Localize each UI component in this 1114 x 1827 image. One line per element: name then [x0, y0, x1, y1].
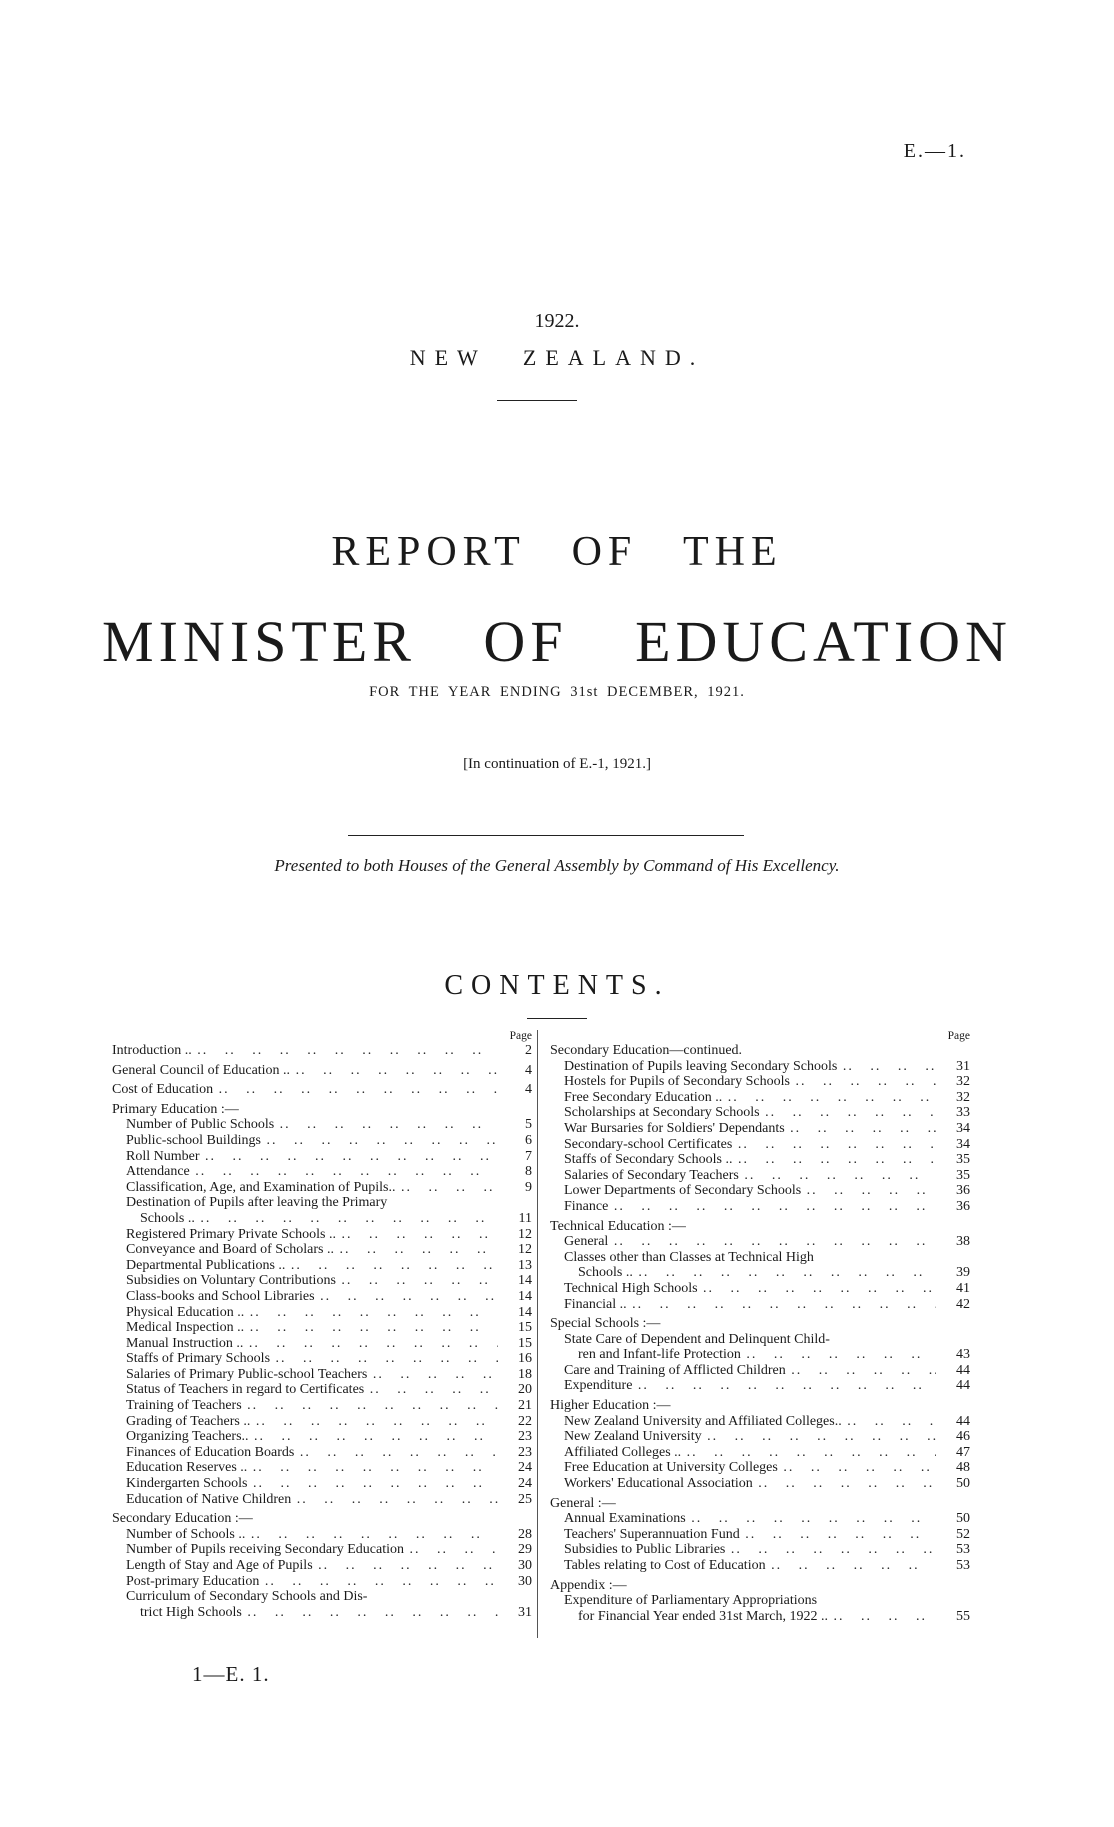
toc-page-number: 15 — [518, 1320, 532, 1336]
toc-entry — [112, 1476, 532, 1492]
toc-entry-title: Finance .. — [550, 1199, 936, 1215]
toc-page-number: 52 — [956, 1526, 970, 1542]
toc-page-number: 12 — [518, 1226, 532, 1242]
toc-entry — [112, 1242, 532, 1258]
toc-page-number: 47 — [956, 1444, 970, 1460]
contents-divider — [527, 1018, 587, 1019]
toc-entry — [550, 1558, 970, 1574]
toc-page-number: 5 — [525, 1117, 532, 1133]
toc-page-number: 38 — [956, 1234, 970, 1250]
toc-page-number: 43 — [956, 1347, 970, 1363]
toc-entry-title: Kindergarten Schools .. — [112, 1476, 498, 1492]
toc-page-number: 33 — [956, 1105, 970, 1121]
document-code: E.—1. — [903, 140, 966, 162]
toc-page-number: 48 — [956, 1460, 970, 1476]
toc-page-number: 14 — [518, 1273, 532, 1289]
toc-entry — [112, 1445, 532, 1461]
toc-entry-title: Care and Training of Afflicted Children .. — [550, 1363, 936, 1379]
toc-page-number: 7 — [525, 1148, 532, 1164]
toc-page-number: 50 — [956, 1476, 970, 1492]
toc-entry-title: Finances of Education Boards .. — [112, 1445, 498, 1461]
toc-entry-title: Schools .. .. — [112, 1211, 498, 1227]
toc-entry — [550, 1090, 970, 1106]
toc-entry — [112, 1511, 532, 1527]
toc-entry-title: Classes other than Classes at Technical High — [564, 1249, 814, 1265]
toc-entry — [550, 1168, 970, 1184]
toc-entry — [550, 1234, 970, 1250]
toc-entry-title: Destination of Pupils leaving Secondary Schools .. — [550, 1059, 936, 1075]
toc-page-number: 41 — [956, 1280, 970, 1296]
toc-page-number: 16 — [518, 1351, 532, 1367]
toc-entry — [550, 1527, 970, 1543]
toc-entry-title: Number of Schools .. .. — [112, 1527, 498, 1543]
toc-page-number: 4 — [525, 1082, 532, 1098]
toc-entry — [112, 1351, 532, 1367]
toc-entry — [550, 1219, 970, 1235]
toc-entry — [112, 1082, 532, 1098]
toc-entry — [550, 1043, 970, 1059]
toc-entry — [550, 1199, 970, 1215]
toc-page-number: 50 — [956, 1511, 970, 1527]
toc-entry — [550, 1398, 970, 1414]
toc-entry — [550, 1265, 970, 1281]
toc-entry-title: Number of Public Schools .. — [112, 1117, 498, 1133]
toc-entry-title: Departmental Publications .. .. — [112, 1258, 498, 1274]
toc-entry-title: State Care of Dependent and Delinquent Child- — [564, 1331, 830, 1347]
toc-entry — [550, 1281, 970, 1297]
toc-entry — [550, 1316, 970, 1332]
toc-entry — [550, 1496, 970, 1512]
toc-page-number: 55 — [956, 1608, 970, 1624]
toc-page-number: 8 — [525, 1164, 532, 1180]
toc-entry-title: Special Schools :— — [550, 1316, 661, 1332]
toc-entry — [550, 1511, 970, 1527]
toc-entry-title: Grading of Teachers .. .. — [112, 1414, 498, 1430]
toc-page-number: 14 — [518, 1304, 532, 1320]
toc-entry-title: Salaries of Secondary Teachers .. — [550, 1168, 936, 1184]
toc-page-number: 44 — [956, 1413, 970, 1429]
toc-entry-title: Education Reserves .. .. — [112, 1460, 498, 1476]
toc-entry-title: Primary Education :— — [112, 1101, 239, 1117]
toc-entry-title: Free Education at University Colleges .. — [550, 1460, 936, 1476]
toc-page-number: 30 — [518, 1558, 532, 1573]
toc-page-number: 53 — [956, 1558, 970, 1573]
toc-entry-title: Training of Teachers .. — [112, 1398, 498, 1414]
toc-page-number: 23 — [518, 1429, 532, 1445]
toc-page-number: 4 — [525, 1062, 532, 1078]
toc-entry — [112, 1164, 532, 1180]
toc-entry — [112, 1211, 532, 1227]
toc-entry-title: New Zealand University .. — [550, 1429, 936, 1445]
toc-entry — [112, 1367, 532, 1383]
minister-heading: MINISTER OF EDUCATION — [102, 609, 1012, 674]
report-year: 1922. — [534, 310, 580, 332]
toc-entry — [112, 1102, 532, 1118]
toc-entry-title: Registered Primary Private Schools .. .. — [112, 1227, 498, 1243]
toc-entry-title: Classification, Age, and Examination of Pupils.. .. — [112, 1180, 498, 1196]
toc-entry — [112, 1589, 532, 1605]
toc-page-number: 35 — [956, 1167, 970, 1183]
toc-entry-title: Secondary Education :— — [112, 1511, 253, 1527]
toc-entry-title: New Zealand University and Affiliated Colleges.. .. — [550, 1414, 936, 1430]
toc-page-number: 32 — [956, 1074, 970, 1090]
report-of-heading: REPORT OF THE — [331, 529, 783, 575]
continuation-note: [In continuation of E.-1, 1921.] — [463, 756, 651, 772]
toc-entry — [550, 1476, 970, 1492]
toc-entry — [112, 1133, 532, 1149]
toc-entry-title: Status of Teachers in regard to Certificates .. — [112, 1382, 498, 1398]
toc-entry — [112, 1492, 532, 1508]
toc-entry — [112, 1460, 532, 1476]
toc-entry-title: Class-books and School Libraries .. — [112, 1289, 498, 1305]
toc-entry-title: Lower Departments of Secondary Schools .. — [550, 1183, 936, 1199]
toc-page-number: 30 — [518, 1573, 532, 1589]
toc-entry — [550, 1332, 970, 1348]
toc-page-number: 32 — [956, 1089, 970, 1105]
toc-page-number: 36 — [956, 1183, 970, 1199]
toc-page-number: 46 — [956, 1429, 970, 1445]
contents-heading: CONTENTS. — [444, 970, 670, 1001]
toc-page-number: 31 — [518, 1604, 532, 1620]
toc-page-number: 15 — [518, 1335, 532, 1351]
toc-entry-title: Expenditure .. — [550, 1378, 936, 1394]
toc-entry-title: General .. — [550, 1234, 936, 1250]
toc-entry — [112, 1063, 532, 1079]
column-separator — [537, 1030, 538, 1638]
toc-entry — [112, 1320, 532, 1336]
toc-entry — [550, 1183, 970, 1199]
toc-entry-title: Education of Native Children .. — [112, 1492, 498, 1508]
toc-entry-title: Secondary Education—continued. — [550, 1043, 743, 1058]
toc-entry — [112, 1527, 532, 1543]
printer-signature: 1—E. 1. — [192, 1662, 270, 1686]
toc-entry — [112, 1195, 532, 1211]
toc-entry-title: Staffs of Secondary Schools .. .. — [550, 1152, 936, 1168]
toc-entry — [550, 1250, 970, 1266]
toc-entry — [550, 1429, 970, 1445]
toc-entry — [550, 1152, 970, 1168]
toc-entry-title: Teachers' Superannuation Fund .. — [550, 1527, 936, 1543]
toc-entry-title: Physical Education .. .. — [112, 1305, 498, 1321]
toc-entry — [112, 1414, 532, 1430]
toc-entry — [550, 1593, 970, 1609]
toc-right-column — [550, 1030, 970, 1624]
toc-entry-title: Technical Education :— — [550, 1218, 686, 1234]
toc-entry — [550, 1542, 970, 1558]
toc-entry-title: Appendix :— — [550, 1577, 627, 1593]
toc-entry-title: Secondary-school Certificates .. — [550, 1137, 936, 1153]
toc-entry — [550, 1121, 970, 1137]
toc-entry-title: Technical High Schools .. — [550, 1281, 936, 1297]
toc-entry-title: Hostels for Pupils of Secondary Schools .. — [550, 1074, 936, 1090]
toc-entry — [550, 1460, 970, 1476]
toc-entry-title: Financial .. .. — [550, 1297, 936, 1313]
toc-entry — [550, 1074, 970, 1090]
toc-entry — [112, 1336, 532, 1352]
toc-entry — [112, 1117, 532, 1133]
toc-entry-title: trict High Schools .. — [112, 1605, 498, 1621]
toc-page-number: 24 — [518, 1460, 532, 1476]
toc-entry-title: Curriculum of Secondary Schools and Dis- — [126, 1589, 368, 1605]
toc-entry — [112, 1258, 532, 1274]
toc-entry — [112, 1289, 532, 1305]
toc-entry-title: Post-primary Education .. — [112, 1574, 498, 1590]
toc-entry — [550, 1347, 970, 1363]
toc-entry-title: Number of Pupils receiving Secondary Education .. — [112, 1542, 498, 1558]
toc-page-number: 21 — [518, 1398, 532, 1414]
toc-entry-title: Medical Inspection .. .. — [112, 1320, 498, 1336]
toc-page-number: 23 — [518, 1444, 532, 1460]
toc-entry — [550, 1297, 970, 1313]
toc-entry-title: for Financial Year ended 31st March, 1922 .. .. — [550, 1609, 936, 1625]
toc-entry-title: Affiliated Colleges .. .. — [550, 1445, 936, 1461]
toc-entry — [112, 1043, 532, 1059]
page-column-label: Page — [509, 1030, 532, 1042]
toc-entry-title: War Bursaries for Soldiers' Dependants .. — [550, 1121, 936, 1137]
toc-entry — [112, 1605, 532, 1621]
country-heading: NEW ZEALAND. — [409, 345, 705, 370]
toc-page-number: 28 — [518, 1526, 532, 1542]
toc-entry — [550, 1578, 970, 1594]
toc-entry — [112, 1558, 532, 1574]
toc-entry — [112, 1574, 532, 1590]
toc-entry-title: Expenditure of Parliamentary Appropriations — [564, 1593, 818, 1609]
toc-page-number: 11 — [518, 1210, 532, 1226]
toc-entry — [112, 1180, 532, 1196]
toc-entry — [112, 1227, 532, 1243]
toc-page-number: 44 — [956, 1362, 970, 1378]
toc-entry-title: Subsidies on Voluntary Contributions .. — [112, 1273, 498, 1289]
toc-entry — [112, 1273, 532, 1289]
toc-page-number: 39 — [956, 1265, 970, 1281]
toc-page-number: 36 — [956, 1198, 970, 1214]
toc-page-number: 22 — [518, 1413, 532, 1429]
toc-entry-title: Tables relating to Cost of Education .. — [550, 1558, 936, 1574]
toc-entry — [112, 1398, 532, 1414]
toc-page-number: 44 — [956, 1378, 970, 1394]
toc-page-number: 13 — [518, 1257, 532, 1273]
toc-entry — [112, 1305, 532, 1321]
toc-entry-title: Staffs of Primary Schools .. — [112, 1351, 498, 1367]
toc-entry-title: Attendance .. — [112, 1164, 498, 1180]
toc-page-number: 6 — [525, 1132, 532, 1148]
year-ending-line: FOR THE YEAR ENDING 31st DECEMBER, 1921. — [369, 684, 745, 700]
toc-entry — [112, 1149, 532, 1165]
toc-entry — [550, 1059, 970, 1075]
toc-entry-title: Roll Number .. — [112, 1149, 498, 1165]
toc-entry — [550, 1137, 970, 1153]
toc-page-number: 25 — [518, 1491, 532, 1507]
toc-entry-title: Conveyance and Board of Scholars .. .. — [112, 1242, 498, 1258]
toc-page-number: 29 — [518, 1542, 532, 1558]
toc-entry-title: Cost of Education .. — [112, 1082, 498, 1098]
toc-entry — [112, 1542, 532, 1558]
toc-page-number: 31 — [956, 1058, 970, 1074]
toc-entry-title: Public-school Buildings .. — [112, 1133, 498, 1149]
toc-entry-title: Length of Stay and Age of Pupils .. — [112, 1558, 498, 1574]
toc-entry-title: General :— — [550, 1495, 616, 1511]
toc-page-number: 53 — [956, 1542, 970, 1558]
page-column-label: Page — [947, 1030, 970, 1042]
toc-entry — [550, 1105, 970, 1121]
toc-entry-title: Scholarships at Secondary Schools .. — [550, 1105, 936, 1121]
toc-entry — [550, 1363, 970, 1379]
toc-entry — [550, 1414, 970, 1430]
toc-page-number: 34 — [956, 1136, 970, 1152]
toc-entry-title: Annual Examinations .. — [550, 1511, 936, 1527]
toc-page-number: 42 — [956, 1296, 970, 1312]
toc-entry-title: Introduction .. .. — [112, 1043, 498, 1059]
toc-left-column — [112, 1030, 532, 1620]
toc-page-number: 20 — [518, 1382, 532, 1398]
toc-page-number: 12 — [518, 1242, 532, 1258]
toc-page-number: 34 — [956, 1120, 970, 1136]
toc-page-number: 9 — [525, 1179, 532, 1195]
toc-entry — [550, 1445, 970, 1461]
toc-entry-title: ren and Infant-life Protection .. — [550, 1347, 936, 1363]
toc-page-number: 18 — [518, 1366, 532, 1382]
toc-page-number: 35 — [956, 1152, 970, 1168]
toc-entry-title: Manual Instruction .. .. — [112, 1336, 498, 1352]
toc-entry — [112, 1429, 532, 1445]
toc-entry-title: General Council of Education .. .. — [112, 1063, 498, 1079]
toc-entry-title: Free Secondary Education .. .. — [550, 1090, 936, 1106]
presentation-divider — [348, 835, 744, 836]
toc-page-number: 24 — [518, 1476, 532, 1492]
toc-entry-title: Destination of Pupils after leaving the Primary — [126, 1195, 388, 1211]
toc-entry — [112, 1382, 532, 1398]
presentation-line: Presented to both Houses of the General Assembly by Command of His Excellency. — [274, 856, 840, 875]
toc-entry-title: Workers' Educational Association .. — [550, 1476, 936, 1492]
short-divider — [497, 400, 577, 401]
toc-entry-title: Subsidies to Public Libraries .. — [550, 1542, 936, 1558]
toc-entry-title: Schools .. .. — [550, 1265, 936, 1281]
toc-entry-title: Higher Education :— — [550, 1398, 671, 1414]
toc-entry-title: Salaries of Primary Public-school Teachers .. — [112, 1367, 498, 1383]
toc-entry — [550, 1609, 970, 1625]
toc-page-number: 14 — [518, 1288, 532, 1304]
toc-page-number: 2 — [525, 1043, 532, 1058]
toc-entry-title: Organizing Teachers.. .. — [112, 1429, 498, 1445]
toc-entry — [550, 1378, 970, 1394]
